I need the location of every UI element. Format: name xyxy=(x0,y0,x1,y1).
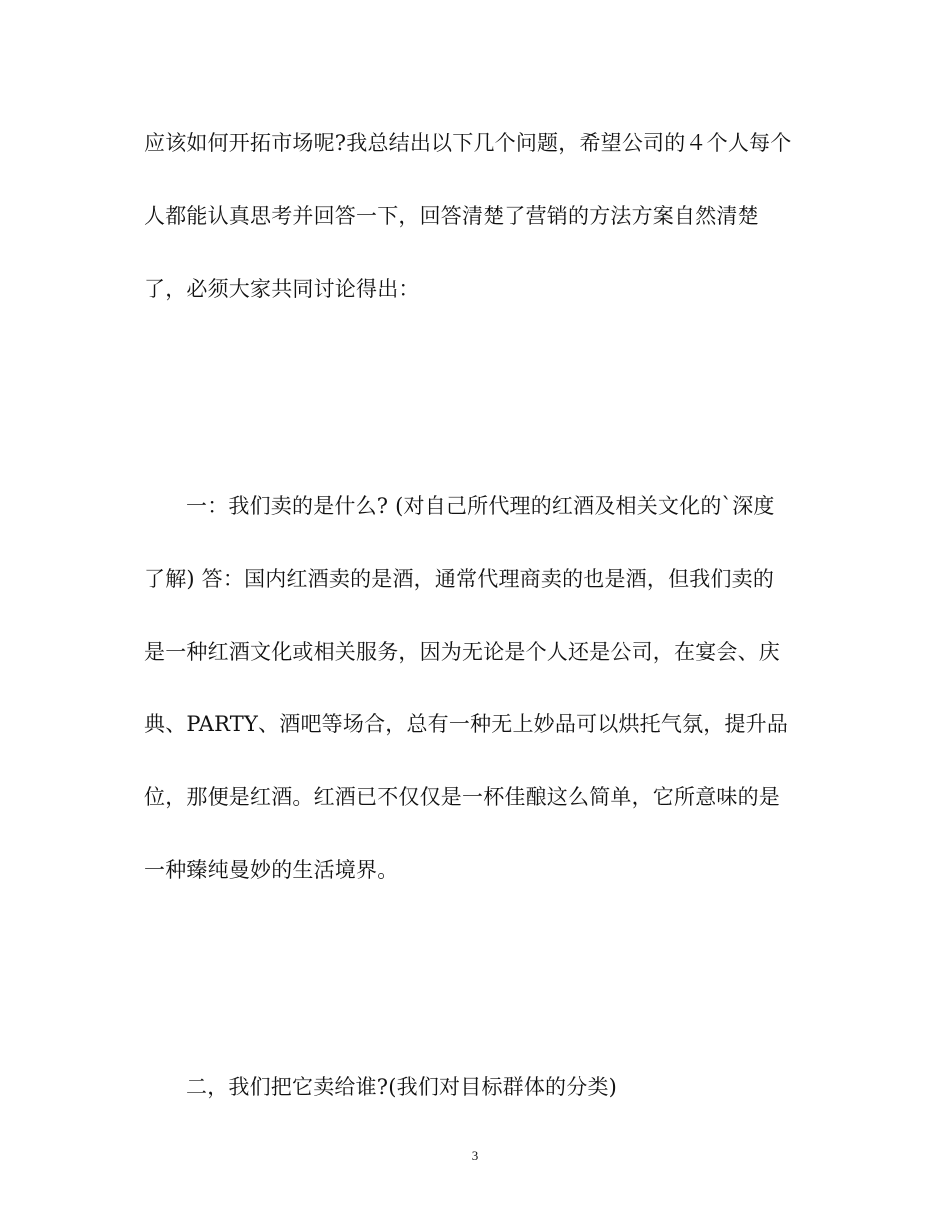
page-number: 3 xyxy=(471,1148,479,1163)
paragraph-2-line-3: 是一种红酒文化或相关服务，因为无论是个人还是公司，在宴会、庆 xyxy=(144,640,780,664)
paragraph-1-line-1: 应该如何开拓市场呢?我总结出以下几个问题，希望公司的４个人每个 xyxy=(144,131,792,155)
paragraph-3-line-1: 二，我们把它卖给谁?(我们对目标群体的分类) xyxy=(186,1075,618,1099)
paragraph-2-line-1: 一：我们卖的是什么? (对自己所代理的红酒及相关文化的`深度 xyxy=(186,494,775,518)
paragraph-2-line-6: 一种臻纯曼妙的生活境界。 xyxy=(144,858,399,882)
paragraph-2-line-4: 典、PARTY、酒吧等场合，总有一种无上妙品可以烘托气氛，提升品 xyxy=(144,712,789,736)
paragraph-2-line-2: 了解) 答：国内红酒卖的是酒，通常代理商卖的也是酒，但我们卖的 xyxy=(144,567,775,591)
paragraph-1-line-2: 人都能认真思考并回答一下，回答清楚了营销的方法方案自然清楚 xyxy=(144,204,759,228)
paragraph-2-line-5: 位，那便是红酒。红酒已不仅仅是一杯佳酿这么简单，它所意味的是 xyxy=(144,785,780,809)
paragraph-1-line-3: 了，必须大家共同讨论得出： xyxy=(144,277,420,301)
